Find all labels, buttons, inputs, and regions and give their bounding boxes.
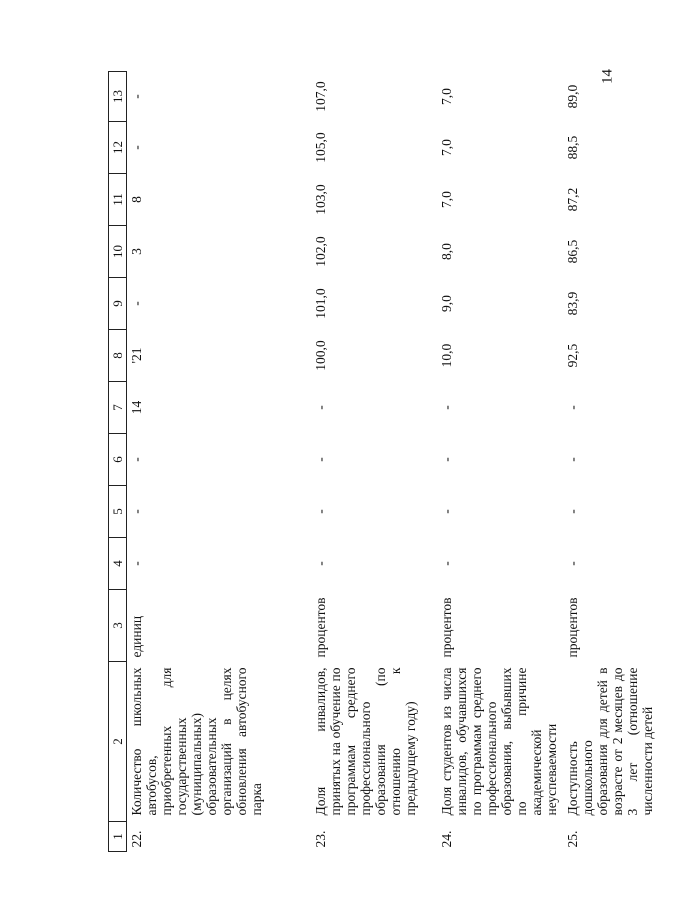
indicator-name: Доля инвалидов, принятых на обучение по программам среднего профессионального образования (по отношению к предыдущему году) bbox=[313, 667, 418, 816]
header-cell: 4 bbox=[109, 538, 127, 590]
table-row bbox=[311, 72, 437, 852]
value-cell: - bbox=[129, 94, 144, 99]
value-cell: 100,0 bbox=[313, 340, 328, 371]
header-cell: 10 bbox=[109, 226, 127, 278]
value-cell: - bbox=[313, 457, 328, 462]
page-number: 14 bbox=[599, 69, 616, 84]
value-cell: 92,5 bbox=[565, 343, 580, 368]
value-cell: - bbox=[313, 405, 328, 410]
value-cell: - bbox=[565, 561, 580, 566]
value-cell: - bbox=[129, 145, 144, 150]
header-cell: 1 bbox=[109, 822, 127, 852]
value-cell: 103,0 bbox=[313, 184, 328, 215]
row-number: 24. bbox=[439, 830, 454, 848]
header-cell: 3 bbox=[109, 590, 127, 662]
value-cell: - bbox=[129, 457, 144, 462]
value-cell: 87,2 bbox=[565, 187, 580, 212]
value-cell: - bbox=[439, 509, 454, 514]
header-cell: 5 bbox=[109, 486, 127, 538]
value-cell: 7,0 bbox=[439, 88, 454, 105]
header-cell: 11 bbox=[109, 174, 127, 226]
value-cell: - bbox=[439, 561, 454, 566]
value-cell: - bbox=[313, 509, 328, 514]
value-cell: - bbox=[313, 561, 328, 566]
unit-cell: единиц bbox=[129, 615, 144, 658]
value-cell: 89,0 bbox=[565, 84, 580, 109]
value-cell: 3 bbox=[129, 248, 144, 255]
value-cell: - bbox=[565, 405, 580, 410]
row-number: 25. bbox=[565, 830, 580, 848]
value-cell: 107,0 bbox=[313, 81, 328, 112]
header-cell: 12 bbox=[109, 122, 127, 174]
value-cell: 9,0 bbox=[439, 295, 454, 312]
indicator-name: Доля студентов из числа инвалидов, обучавшихся по программам среднего профессионального образования, выбывших по причине академической неуспеваемости bbox=[439, 667, 559, 816]
value-cell: - bbox=[129, 301, 144, 306]
value-cell: 7,0 bbox=[439, 191, 454, 208]
value-cell: 86,5 bbox=[565, 239, 580, 264]
header-cell: 9 bbox=[109, 278, 127, 330]
value-cell: 101,0 bbox=[313, 288, 328, 319]
indicators-table bbox=[108, 71, 679, 852]
table-row bbox=[437, 72, 563, 852]
header-cell: 8 bbox=[109, 330, 127, 382]
indicator-name: Количество школьных автобусов, приобретенных для государственных (муниципальных) образовательных организаций в целях обновления автобусного парка bbox=[129, 667, 264, 816]
value-cell: 7,0 bbox=[439, 139, 454, 156]
value-cell: 10,0 bbox=[439, 343, 454, 368]
header-cell: 7 bbox=[109, 382, 127, 434]
unit-cell: процентов bbox=[439, 597, 454, 658]
indicator-name: Доступность дошкольного образования для детей в возрасте от 2 месяцев до 3 лет (отношение численности детей bbox=[565, 667, 655, 816]
value-cell: - bbox=[439, 457, 454, 462]
unit-cell: процентов bbox=[565, 597, 580, 658]
value-cell: - bbox=[565, 509, 580, 514]
value-cell: - bbox=[129, 509, 144, 514]
row-number: 23. bbox=[313, 830, 328, 848]
header-cell: 2 bbox=[109, 662, 127, 822]
value-cell: 14 bbox=[129, 400, 144, 415]
value-cell: - bbox=[129, 561, 144, 566]
value-cell: 8 bbox=[129, 196, 144, 203]
unit-cell: процентов bbox=[313, 597, 328, 658]
rotated-table-container bbox=[108, 72, 655, 852]
header-cell: 6 bbox=[109, 434, 127, 486]
value-cell: - bbox=[565, 457, 580, 462]
value-cell: - bbox=[439, 405, 454, 410]
value-cell: 88,5 bbox=[565, 135, 580, 160]
value-cell: '21 bbox=[129, 347, 144, 364]
value-cell: 83,9 bbox=[565, 291, 580, 316]
table-row bbox=[563, 72, 679, 852]
value-cell: 102,0 bbox=[313, 236, 328, 267]
value-cell: 105,0 bbox=[313, 132, 328, 163]
value-cell: 8,0 bbox=[439, 243, 454, 260]
table-row bbox=[127, 72, 312, 852]
row-number: 22. bbox=[129, 830, 144, 848]
header-row bbox=[109, 72, 127, 852]
header-cell: 13 bbox=[109, 72, 127, 122]
